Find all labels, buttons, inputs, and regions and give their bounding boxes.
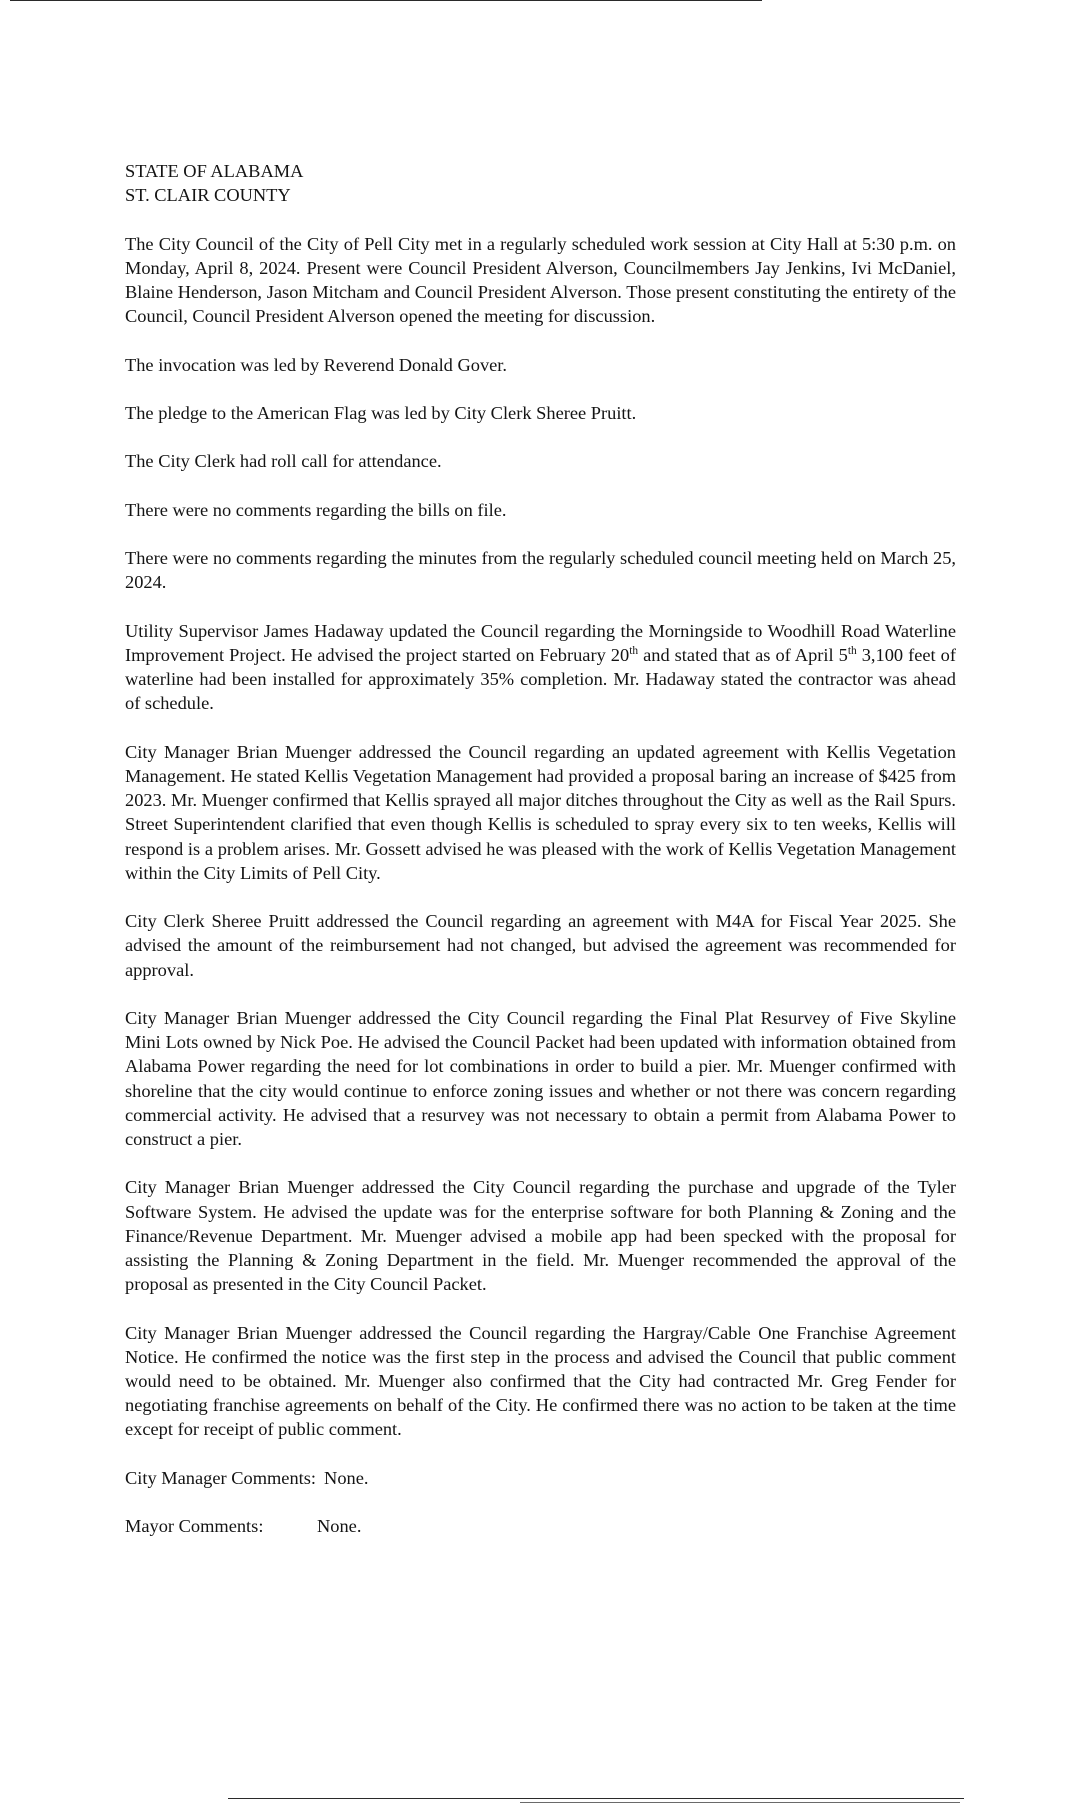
skyline-resurvey-paragraph: City Manager Brian Muenger addressed the City Council regarding the Final Plat Resurvey of Five Skyline Mini Lots owned by Nick Poe. He advised the Council Packet had been updated with information obtained from Alabama Power regarding the need for lot combinations in order to build a pier. Mr. Muenger confirmed with shoreline that the city would continue to enforce zoning issues and whether or not there was concern regarding commercial activity. He advised that a resurvey was not necessary to obtain a permit from Alabama Power to construct a pier.: [125, 1007, 956, 1149]
minutes-paragraph: There were no comments regarding the minutes from the regularly scheduled council meeting held on March 25, 2024.: [125, 548, 956, 593]
invocation-paragraph: The invocation was led by Reverend Donald Gover.: [125, 354, 508, 375]
city-manager-comments-value: None.: [324, 1467, 369, 1488]
state-line: STATE OF ALABAMA: [125, 161, 304, 181]
county-line: ST. CLAIR COUNTY: [125, 185, 291, 206]
bills-paragraph: There were no comments regarding the bills on file.: [125, 499, 507, 520]
mayor-comments-value: None.: [317, 1516, 362, 1537]
minutes-body: [125, 159, 956, 1563]
waterline-project-paragraph: [125, 619, 956, 716]
mayor-comments-label: Mayor Comments:: [125, 1516, 264, 1537]
kellis-vegetation-paragraph: City Manager Brian Muenger addressed the Council regarding an updated agreement with Kellis Vegetation Management. He stated Kellis Vegetation Management had provided a proposal baring an increase of $425 from 2023. Mr. Muenger confirmed that Kellis sprayed all major ditches throughout the City as well as the Rail Spurs. Street Superintendent clarified that even though Kellis is scheduled to spray every six to ten weeks, Kellis will respond is a problem arises. Mr. Gossett advised he was pleased with the work of Kellis Vegetation Management within the City Limits of Pell City.: [125, 741, 956, 883]
tyler-software-paragraph: City Manager Brian Muenger addressed the City Council regarding the purchase and upgrade of the Tyler Software System. He advised the update was for the enterprise software for both Planning & Zoning and the Finance/Revenue Department. Mr. Muenger advised a mobile app had been specked with the proposal for assisting the Planning & Zoning Department in the field. Mr. Muenger recommended the approval of the proposal as presented in the City Council Packet.: [125, 1177, 956, 1295]
mayor-comments: [125, 1514, 956, 1538]
bottom-rule-shadow: [520, 1802, 960, 1803]
waterline-text-part-1: Utility Supervisor James Hadaway updated the Council regarding the Morningside to Woodhill Road Waterline Improvement Project. He advised the project started on February 20: [125, 620, 956, 665]
meeting-opening-paragraph: The City Council of the City of Pell City met in a regularly scheduled work session at City Hall at 5:30 p.m. on Monday, April 8, 2024. Present were Council President Alverson, Councilmembers Jay Jenkins, Ivi McDaniel, Blaine Henderson, Jason Mitcham and Council President Alverson. Those present constituting the entirety of the Council, Council President Alverson opened the meeting for discussion.: [125, 233, 956, 327]
bottom-rule: [228, 1798, 964, 1799]
m4a-agreement-paragraph: City Clerk Sheree Pruitt addressed the Council regarding an agreement with M4A for Fiscal Year 2025. She advised the amount of the reimbursement had not changed, but advised the agreement was recommended for approval.: [125, 911, 956, 980]
waterline-text-part-3: 3,100 feet of waterline had been installed for approximately 35% completion. Mr. Hadaway stated the contractor was ahead of schedule.: [125, 644, 956, 714]
jurisdiction-heading: [125, 159, 956, 207]
roll-call-paragraph: The City Clerk had roll call for attendance.: [125, 451, 442, 472]
franchise-agreement-paragraph: City Manager Brian Muenger addressed the Council regarding the Hargray/Cable One Franchise Agreement Notice. He confirmed the notice was the first step in the process and advised the Council that public comment would need to be obtained. Mr. Muenger also confirmed that the City had contracted Mr. Greg Fender for negotiating franchise agreements on behalf of the City. He confirmed there was no action to be taken at the time except for receipt of public comment.: [125, 1322, 956, 1440]
city-manager-comments: [125, 1466, 956, 1490]
ordinal-suffix: th: [847, 644, 857, 657]
ordinal-suffix: th: [629, 644, 639, 657]
pledge-paragraph: The pledge to the American Flag was led by City Clerk Sheree Pruitt.: [125, 402, 637, 423]
waterline-text-part-2: and stated that as of April 5: [638, 644, 848, 665]
top-rule: [10, 0, 762, 1]
city-manager-comments-label: City Manager Comments:: [125, 1467, 317, 1488]
